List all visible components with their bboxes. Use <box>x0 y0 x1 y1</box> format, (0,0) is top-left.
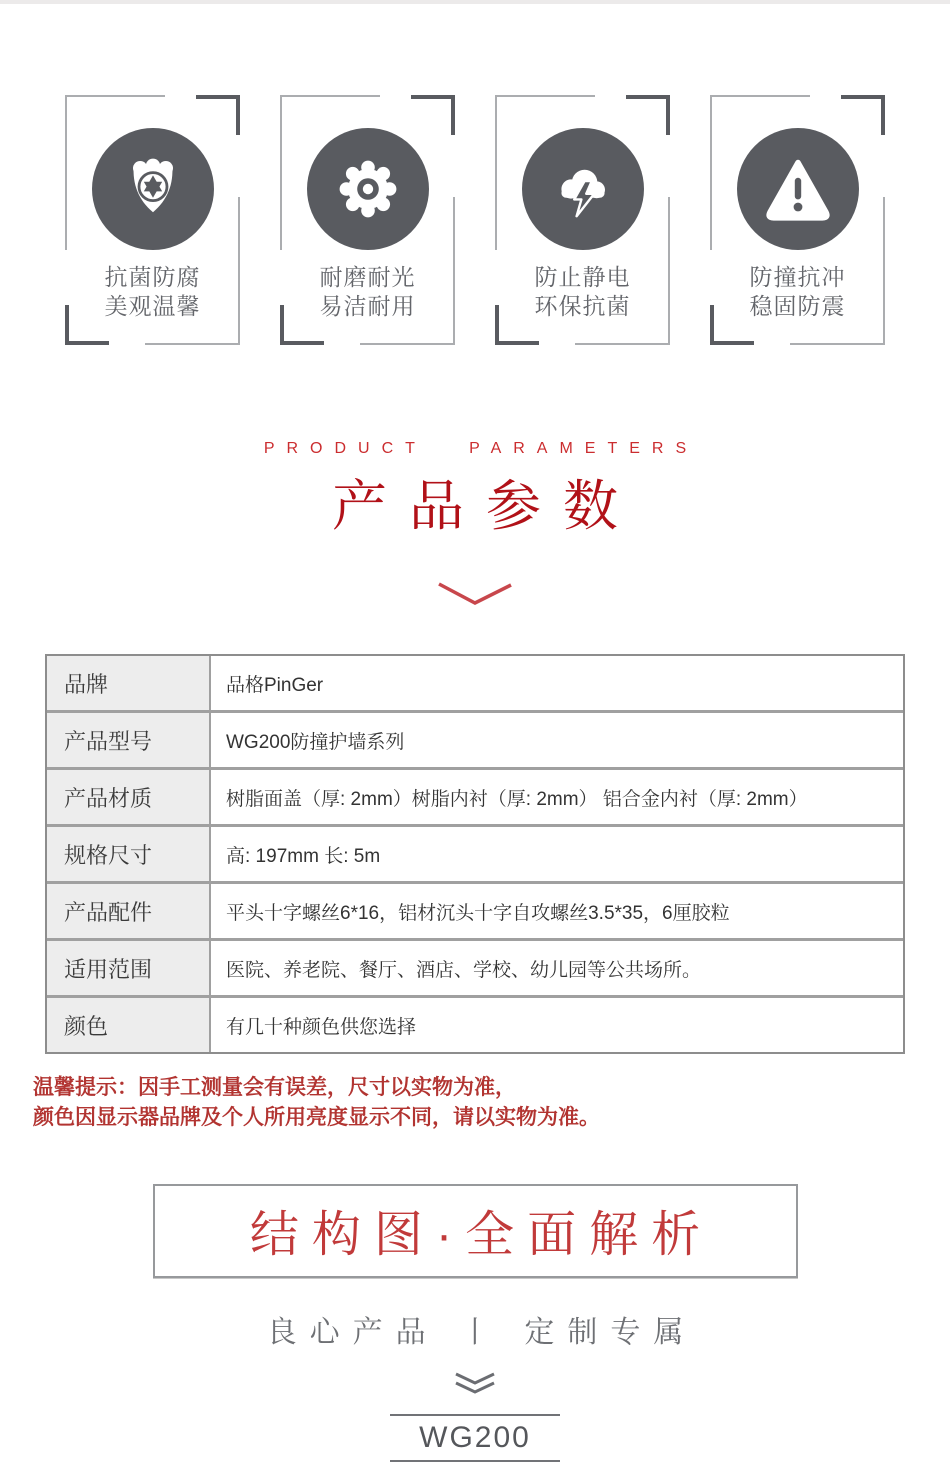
structure-banner <box>153 1184 798 1278</box>
double-chevron-down-icon <box>454 1372 496 1396</box>
frame-corner <box>280 305 324 345</box>
table-row <box>47 881 903 938</box>
badge-shield-icon <box>92 128 214 250</box>
spec-value: 有几十种颜色供您选择 <box>211 998 903 1052</box>
frame-corner <box>65 305 109 345</box>
table-row <box>47 767 903 824</box>
model-badge: WG200 <box>390 1414 560 1462</box>
frame-line <box>883 197 885 345</box>
frame-line <box>710 95 810 97</box>
spec-label: 产品材质 <box>47 770 211 824</box>
feature-caption-line: 防止静电 <box>534 264 631 290</box>
chevron-down-icon <box>436 581 514 607</box>
feature-caption-line: 易洁耐用 <box>319 293 416 319</box>
frame-line <box>360 343 455 345</box>
storm-cloud-icon <box>522 128 644 250</box>
spec-table <box>45 654 905 1054</box>
frame-line <box>495 95 595 97</box>
table-row <box>47 824 903 881</box>
warning-triangle-icon <box>737 128 859 250</box>
feature-caption-line: 环保抗菌 <box>534 293 631 319</box>
spec-label: 颜色 <box>47 998 211 1052</box>
frame-corner <box>196 95 240 135</box>
params-title: 产品参数 <box>331 475 640 537</box>
spec-label: 规格尺寸 <box>47 827 211 881</box>
params-eyebrow: PRODUCT PARAMETERS <box>263 440 699 457</box>
tagline: 良心产品 丨 定制专属 <box>266 1316 697 1349</box>
frame-line <box>145 343 240 345</box>
frame-corner <box>411 95 455 135</box>
table-row <box>47 995 903 1052</box>
feature-caption-line: 美观温馨 <box>104 293 201 319</box>
feature-card-durable <box>280 95 455 345</box>
table-row <box>47 938 903 995</box>
top-divider <box>0 0 950 4</box>
feature-caption-line: 耐磨耐光 <box>319 264 416 290</box>
feature-card-antistatic <box>495 95 670 345</box>
frame-corner <box>841 95 885 135</box>
gear-icon <box>307 128 429 250</box>
spec-value: 高: 197mm 长: 5m <box>211 827 903 881</box>
structure-banner-title: 结构图·全面解析 <box>249 1208 714 1262</box>
spec-label: 产品配件 <box>47 884 211 938</box>
feature-card-antibacterial <box>65 95 240 345</box>
spec-label: 适用范围 <box>47 941 211 995</box>
frame-line <box>710 95 712 250</box>
feature-card-impact <box>710 95 885 345</box>
spec-value: 平头十字螺丝6*16，铝材沉头十字自攻螺丝3.5*35，6厘胶粒 <box>211 884 903 938</box>
feature-caption-line: 防撞抗冲 <box>749 264 846 290</box>
spec-value: 品格PinGer <box>211 656 903 710</box>
spec-label: 品牌 <box>47 656 211 710</box>
frame-line <box>575 343 670 345</box>
table-row <box>47 656 903 710</box>
frame-line <box>280 95 282 250</box>
frame-line <box>790 343 885 345</box>
spec-label: 产品型号 <box>47 713 211 767</box>
frame-line <box>453 197 455 345</box>
spec-value: 树脂面盖（厚: 2mm）树脂内衬（厚: 2mm） 铝合金内衬（厚: 2mm） <box>211 770 903 824</box>
frame-line <box>65 95 67 250</box>
frame-line <box>280 95 380 97</box>
params-header <box>0 441 950 607</box>
notice-text <box>33 1072 950 1132</box>
feature-caption-line: 抗菌防腐 <box>104 264 201 290</box>
frame-corner <box>495 305 539 345</box>
feature-highlights-section <box>65 95 885 345</box>
table-row <box>47 710 903 767</box>
frame-line <box>668 197 670 345</box>
feature-caption-line: 稳固防震 <box>749 293 846 319</box>
notice-line: 颜色因显示器品牌及个人所用亮度显示不同，请以实物为准。 <box>33 1105 600 1129</box>
spec-value: WG200防撞护墙系列 <box>211 713 903 767</box>
frame-line <box>238 197 240 345</box>
frame-line <box>495 95 497 250</box>
frame-corner <box>710 305 754 345</box>
notice-line: 温馨提示：因手工测量会有误差，尺寸以实物为准， <box>33 1075 516 1099</box>
frame-line <box>65 95 165 97</box>
frame-corner <box>626 95 670 135</box>
spec-value: 医院、养老院、餐厅、酒店、学校、幼儿园等公共场所。 <box>211 941 903 995</box>
